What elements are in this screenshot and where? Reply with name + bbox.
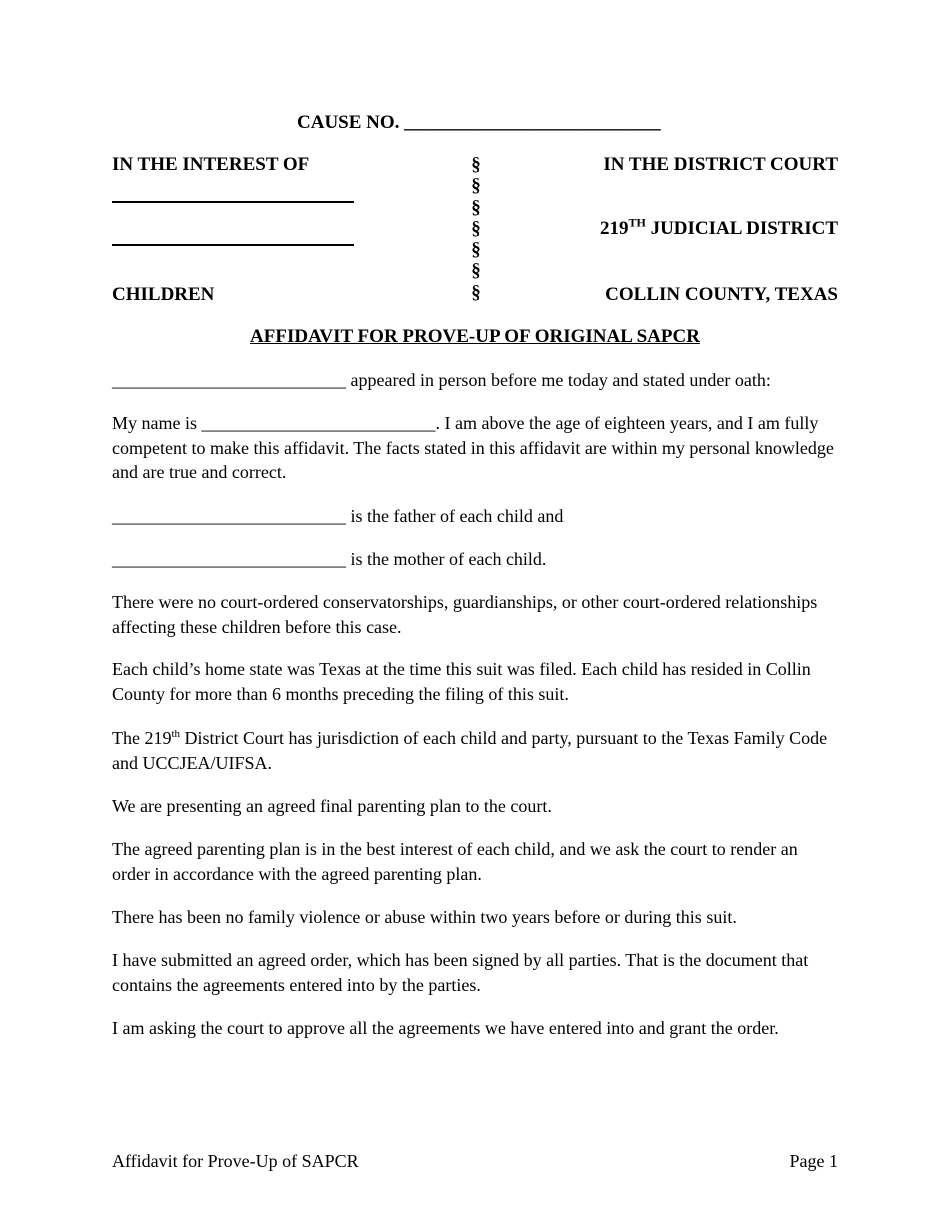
section-symbol-column bbox=[468, 154, 484, 303]
caption-blank-line-1 bbox=[112, 201, 354, 203]
jurisdiction-suffix: th bbox=[171, 728, 181, 740]
paragraph-parenting-plan: We are presenting an agreed final parenting plan to the court. bbox=[112, 796, 552, 816]
judicial-district-number: 219 bbox=[599, 218, 629, 239]
footer-document-name: Affidavit for Prove-Up of SAPCR bbox=[112, 1151, 359, 1171]
caption-district-court: IN THE DISTRICT COURT bbox=[603, 154, 838, 175]
caption-county: COLLIN COUNTY, TEXAS bbox=[605, 284, 838, 305]
section-symbol: § bbox=[471, 260, 481, 282]
paragraph-best-interest: The agreed parenting plan is in the best interest of each child, and we ask the court to render an order in accordance with the agreed parenting plan. bbox=[112, 839, 798, 884]
paragraph-jurisdiction bbox=[112, 726, 840, 775]
footer-page-number: Page 1 bbox=[789, 1151, 838, 1171]
jurisdiction-text-a: The 219 bbox=[112, 728, 172, 748]
section-symbol: § bbox=[471, 281, 481, 303]
paragraph-agreed-order: I have submitted an agreed order, which has been signed by all parties. That is the document that contains the agreements entered into by the parties. bbox=[112, 950, 809, 995]
caption-blank-line-2 bbox=[112, 244, 354, 246]
section-symbol: § bbox=[471, 217, 481, 239]
paragraph-mother: __________________________ is the mother of each child. bbox=[112, 549, 547, 569]
section-symbol: § bbox=[471, 196, 481, 218]
paragraph-home-state: Each child’s home state was Texas at the time this suit was filed. Each child has resided in Collin County for more than 6 months preceding the filing of this suit. bbox=[112, 659, 811, 704]
paragraph-no-violence: There has been no family violence or abuse within two years before or during this suit. bbox=[112, 907, 737, 927]
paragraph-my-name: My name is __________________________. I am above the age of eighteen years, and I am fully competent to make this affidavit. The facts stated in this affidavit are within my personal knowledge and are true and correct. bbox=[112, 413, 834, 482]
section-symbol: § bbox=[471, 239, 481, 261]
caption-children: CHILDREN bbox=[112, 284, 215, 305]
paragraph-appeared: __________________________ appeared in person before me today and stated under oath: bbox=[112, 370, 771, 390]
judicial-district-label: JUDICIAL DISTRICT bbox=[645, 218, 838, 239]
section-symbol: § bbox=[471, 154, 481, 175]
caption-judicial-district bbox=[599, 215, 838, 240]
paragraph-approve-request: I am asking the court to approve all the agreements we have entered into and grant the order. bbox=[112, 1018, 779, 1038]
jurisdiction-text-b: District Court has jurisdiction of each child and party, pursuant to the Texas Family Code and UCCJEA/UIFSA. bbox=[112, 728, 828, 773]
paragraph-father: __________________________ is the father of each child and bbox=[112, 506, 564, 526]
paragraph-no-prior-orders: There were no court-ordered conservatorships, guardianships, or other court-ordered relationships affecting these children before this case. bbox=[112, 592, 818, 637]
judicial-district-suffix: TH bbox=[628, 215, 646, 230]
section-symbol: § bbox=[471, 175, 481, 197]
caption-in-the-interest-of: IN THE INTEREST OF bbox=[112, 154, 310, 175]
cause-number-line: CAUSE NO. ___________________________ bbox=[297, 112, 661, 133]
document-title: AFFIDAVIT FOR PROVE-UP OF ORIGINAL SAPCR bbox=[250, 326, 700, 347]
